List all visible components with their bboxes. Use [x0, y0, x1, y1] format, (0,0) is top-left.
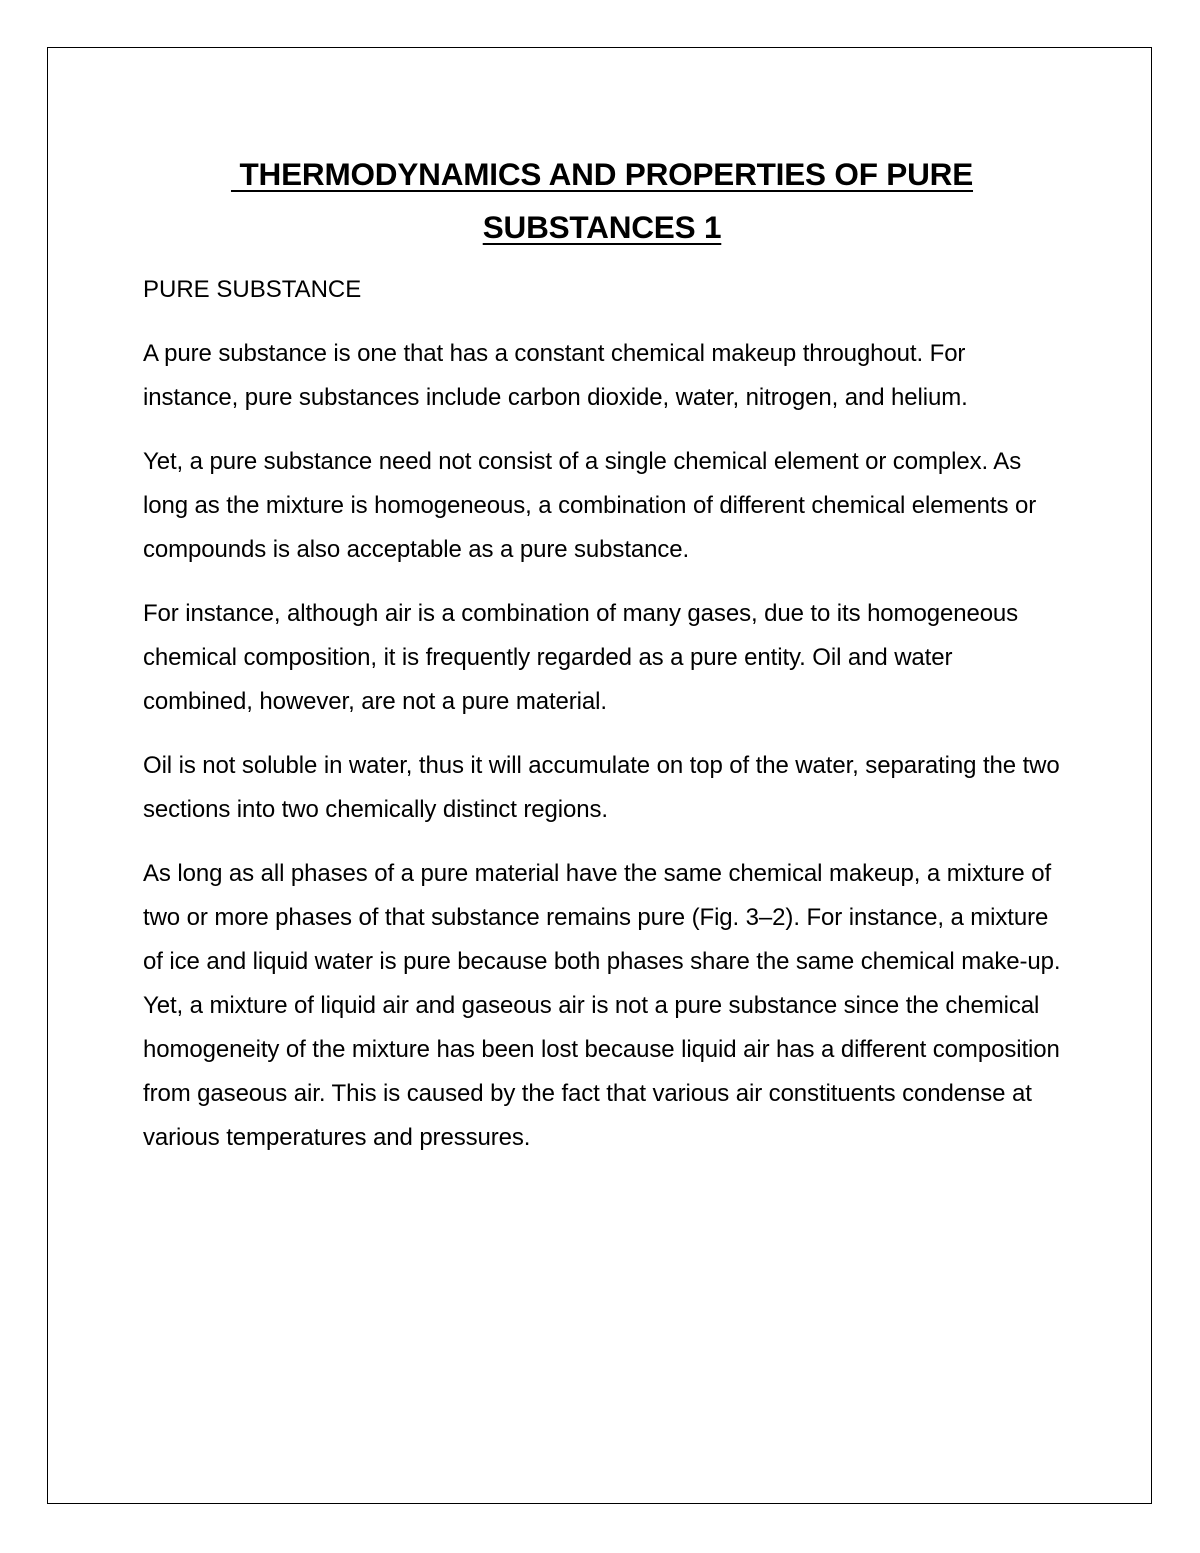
paragraph-definition: A pure substance is one that has a constant chemical makeup throughout. For instance, pure substances include carbon dioxide, water, nitrogen, and helium.: [143, 340, 968, 411]
paragraph-oil-water: Oil is not soluble in water, thus it will accumulate on top of the water, separating the two sections into two chemically distinct regions.: [143, 752, 1060, 823]
paragraph-phases: As long as all phases of a pure material have the same chemical makeup, a mixture of two or more phases of that substance remains pure (Fig. 3–2). For instance, a mixture of ice and liquid water is pure because both phases share the same chemical make-up. Yet, a mixture of liquid air and gaseous air is not a pure substance since the chemical homogeneity of the mixture has been lost because liquid air has a different composition from gaseous air. This is caused by the fact that various air constituents condense at various temperatures and pressures.: [143, 860, 1061, 1151]
paragraph-air-example: For instance, although air is a combination of many gases, due to its homogeneous chemical composition, it is frequently regarded as a pure entity. Oil and water combined, however, are not a pure material.: [143, 600, 1019, 715]
document-body: [143, 148, 1061, 1180]
section-heading: PURE SUBSTANCE: [143, 276, 362, 303]
document-title: [143, 148, 1061, 254]
paragraph-mixture: Yet, a pure substance need not consist of a single chemical element or complex. As long as the mixture is homogeneous, a combination of different chemical elements or compounds is also acceptable as a pure substance.: [143, 448, 1037, 563]
title-line-2: SUBSTANCES 1: [482, 209, 722, 245]
title-line-1: THERMODYNAMICS AND PROPERTIES OF PURE: [230, 156, 974, 192]
